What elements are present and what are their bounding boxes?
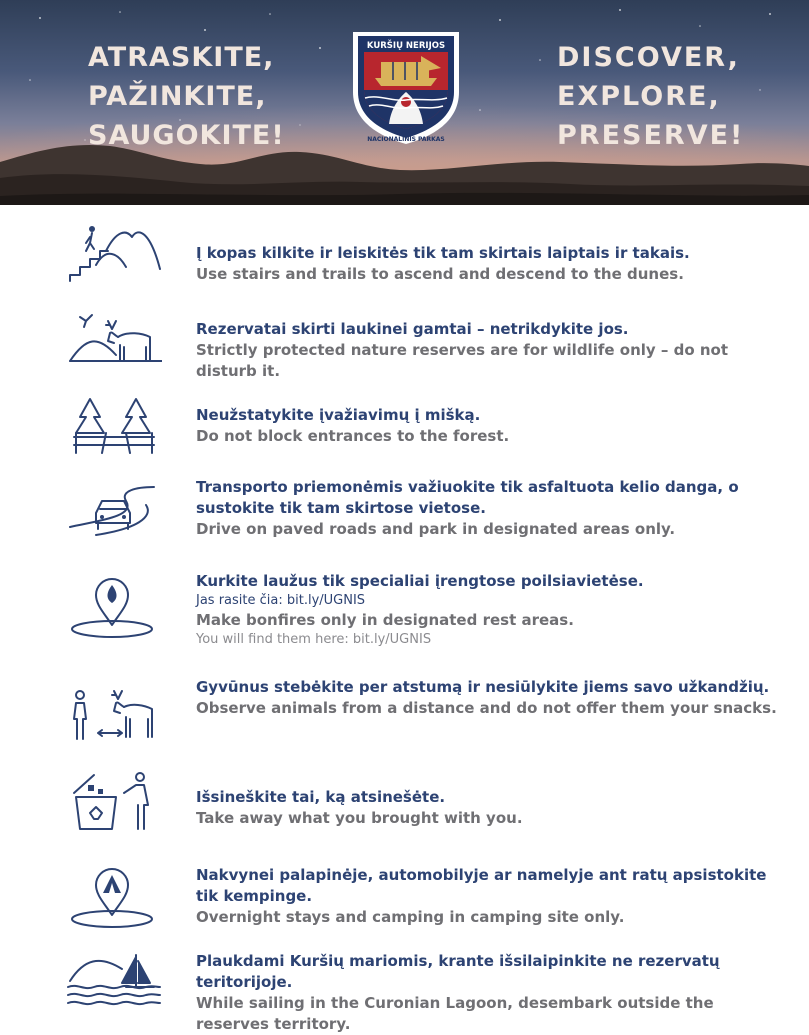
take-away-trash-icon: [66, 769, 162, 833]
rules-list: [0, 205, 809, 1033]
observe-animals-icon: [66, 685, 162, 745]
rule-en-text: Do not block entrances to the forest.: [196, 427, 510, 445]
sailing-icon: [66, 947, 162, 1007]
rule-lt-subtext: Jas rasite čia: bit.ly/UGNIS: [196, 593, 366, 608]
rule-en-subtext: You will find them here: bit.ly/UGNIS: [196, 632, 432, 647]
crest-top-text: KURŠIŲ NERIJOS: [366, 41, 446, 51]
rule-en-text: Use stairs and trails to ascend and descend to the dunes.: [196, 265, 684, 283]
headline-lt-line: ATRASKITE,: [88, 42, 275, 73]
rule-lt-text: Nakvynei palapinėje, automobilyje ar namelyje ant ratų apsistokite tik kempinge.: [196, 866, 767, 905]
forest-gate-icon: [66, 395, 162, 455]
rule-lt-text: Transporto priemonėmis važiuokite tik asfaltuota kelio danga, o sustokite tik tam skirtose vietose.: [196, 478, 739, 517]
camping-pin-icon: [66, 861, 162, 931]
crest-bottom-text: NACIONALINIS PARKAS: [367, 136, 445, 143]
wildlife-reserve-icon: [66, 311, 162, 367]
headline-english: [557, 38, 744, 155]
bonfire-pin-icon: [66, 573, 162, 641]
rule-lt-text: Gyvūnus stebėkite per atstumą ir nesiūlykite jiems savo užkandžių.: [196, 678, 770, 696]
rule-en-text: While sailing in the Curonian Lagoon, desembark outside the reserves territory.: [196, 994, 714, 1033]
headline-en-line: DISCOVER,: [557, 42, 740, 73]
headline-lt-line: PAŽINKITE,: [88, 81, 267, 112]
dune-stairs-icon: [66, 223, 162, 283]
rule-lt-text: Į kopas kilkite ir leiskitės tik tam skirtais laiptais ir takais.: [196, 244, 690, 262]
headline-en-line: PRESERVE!: [557, 120, 745, 151]
rule-lt-text: Neužstatykite įvažiavimų į mišką.: [196, 406, 481, 424]
rule-lt-text: Kurkite laužus tik specialiai įrengtose poilsiavietėse.: [196, 572, 644, 590]
rule-en-text: Drive on paved roads and park in designated areas only.: [196, 520, 676, 538]
national-park-crest-logo: [349, 28, 463, 146]
rule-en-text: Take away what you brought with you.: [196, 809, 523, 827]
headline-lt-line: SAUGOKITE!: [88, 120, 285, 151]
headline-lithuanian: [88, 38, 285, 155]
rule-en-text: Observe animals from a distance and do not offer them your snacks.: [196, 699, 777, 717]
rule-en-text: Make bonfires only in designated rest areas.: [196, 611, 574, 629]
car-road-icon: [66, 477, 162, 537]
rule-en-text: Strictly protected nature reserves are for wildlife only – do not disturb it.: [196, 341, 729, 380]
rule-lt-text: Plaukdami Kuršių mariomis, krante išsilaipinkite ne rezervatų teritorijoje.: [196, 952, 720, 991]
rule-lt-text: Išsineškite tai, ką atsinešėte.: [196, 788, 446, 806]
rule-lt-text: Rezervatai skirti laukinei gamtai – netrikdykite jos.: [196, 320, 629, 338]
rule-en-text: Overnight stays and camping in camping site only.: [196, 908, 625, 926]
headline-en-line: EXPLORE,: [557, 81, 721, 112]
header-banner: [0, 0, 809, 205]
